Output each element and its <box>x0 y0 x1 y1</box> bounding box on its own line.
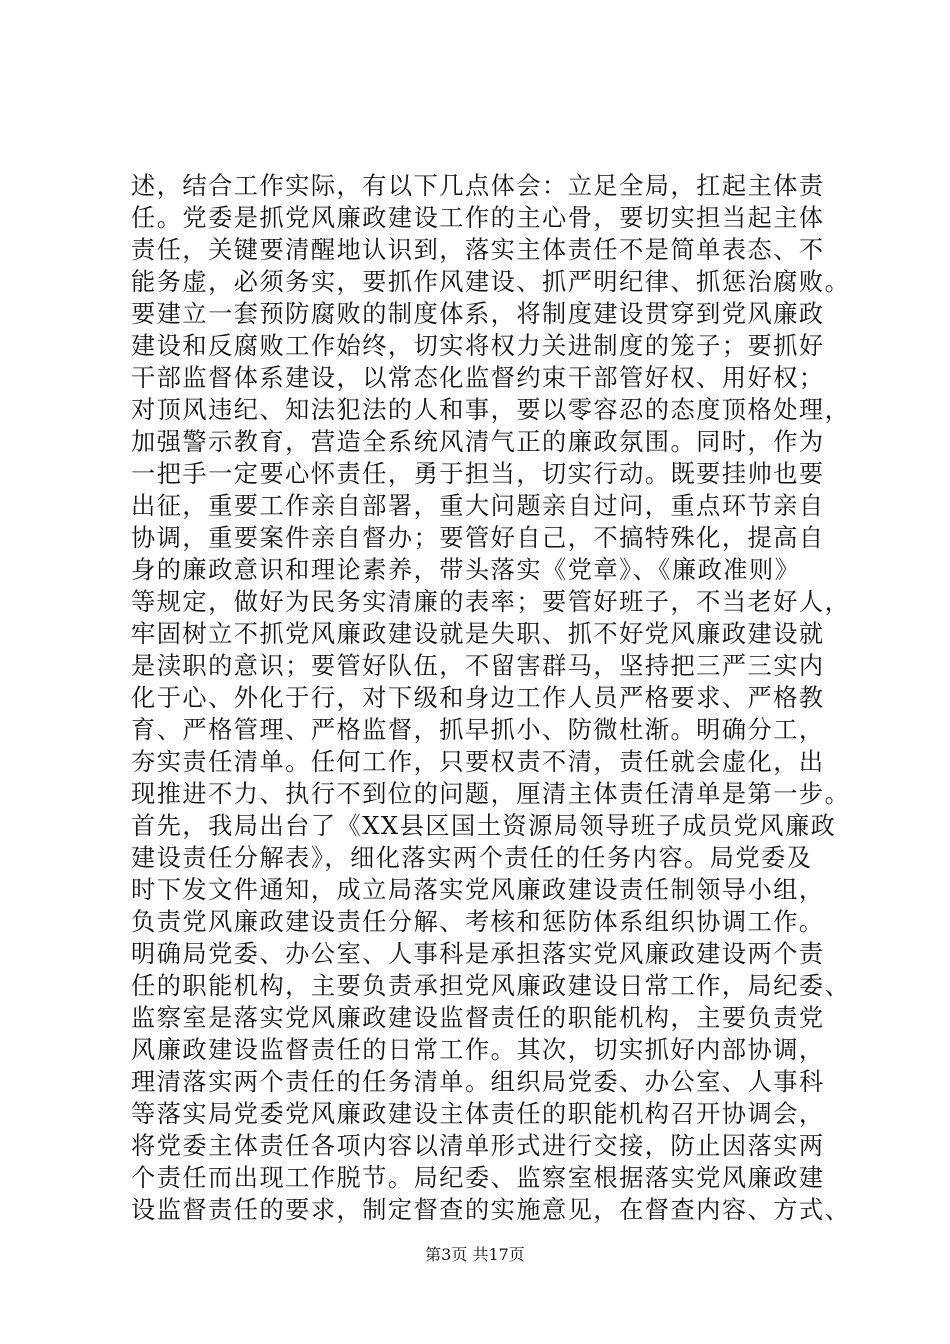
text-line: 能务虚，必须务实，要抓作风建设、抓严明纪律、抓惩治腐败。 <box>131 268 851 296</box>
text-line: 协调，重要案件亲自督办；要管好自己，不搞特殊化，提高自 <box>131 524 825 552</box>
text-line: 理清落实两个责任的任务清单。组织局党委、办公室、人事科 <box>131 1068 825 1096</box>
text-line: 负责党风廉政建设责任分解、考核和惩防体系组织协调工作。 <box>131 908 825 936</box>
text-line: 风廉政建设监督责任的日常工作。其次，切实抓好内部协调， <box>131 1036 825 1064</box>
text-line: 设监督责任的要求，制定督查的实施意见，在督查内容、方式、 <box>131 1196 851 1224</box>
text-line: 加强警示教育，营造全系统风清气正的廉政氛围。同时，作为 <box>131 428 825 456</box>
text-line: 牢固树立不抓党风廉政建设就是失职、抓不好党风廉政建设就 <box>131 620 825 648</box>
text-line: 将党委主体责任各项内容以清单形式进行交接，防止因落实两 <box>131 1132 825 1160</box>
text-line: 等规定，做好为民务实清廉的表率；要管好班子，不当老好人， <box>131 588 851 616</box>
text-line: 建设责任分解表》，细化落实两个责任的任务内容。局党委及 <box>131 844 813 872</box>
text-line: 述，结合工作实际，有以下几点体会：立足全局，扛起主体责 <box>131 172 825 200</box>
text-line: 出征，重要工作亲自部署，重大问题亲自过问，重点环节亲自 <box>131 492 825 520</box>
text-line: 责任，关键要清醒地认识到，落实主体责任不是简单表态、不 <box>131 236 825 264</box>
text-line: 监察室是落实党风廉政建设监督责任的职能机构，主要负责党 <box>131 1004 825 1032</box>
text-line: 个责任而出现工作脱节。局纪委、监察室根据落实党风廉政建 <box>131 1164 825 1192</box>
text-line: 夯实责任清单。任何工作，只要权责不清，责任就会虚化，出 <box>131 748 825 776</box>
text-line: 化于心、外化于行，对下级和身边工作人员严格要求、严格教 <box>131 684 825 712</box>
text-line: 一把手一定要心怀责任，勇于担当，切实行动。既要挂帅也要 <box>131 460 825 488</box>
text-line: 要建立一套预防腐败的制度体系，将制度建设贯穿到党风廉政 <box>131 300 825 328</box>
text-line: 育、严格管理、严格监督，抓早抓小、防微杜渐。明确分工， <box>131 716 825 744</box>
text-line: 干部监督体系建设，以常态化监督约束干部管好权、用好权； <box>131 364 825 392</box>
text-line: 建设和反腐败工作始终，切实将权力关进制度的笼子；要抓好 <box>131 332 825 360</box>
text-line: 任。党委是抓党风廉政建设工作的主心骨，要切实担当起主体 <box>131 204 825 232</box>
text-line: 等落实局党委党风廉政建设主体责任的职能机构召开协调会， <box>131 1100 825 1128</box>
text-line: 时下发文件通知，成立局落实党风廉政建设责任制领导小组， <box>131 876 825 904</box>
page-footer: 第3页 共17页 <box>425 1245 525 1264</box>
text-line: 明确局党委、办公室、人事科是承担落实党风廉政建设两个责 <box>131 940 825 968</box>
text-line: 是渎职的意识；要管好队伍，不留害群马，坚持把三严三实内 <box>131 652 825 680</box>
text-line: 身的廉政意识和理论素养，带头落实《党章》、《廉政准则》 <box>131 556 801 584</box>
text-line: 对顶风违纪、知法犯法的人和事，要以零容忍的态度顶格处理， <box>131 396 851 424</box>
text-line: 任的职能机构，主要负责承担党风廉政建设日常工作，局纪委、 <box>131 972 851 1000</box>
body-text <box>131 170 851 1226</box>
text-line: 首先，我局出台了《XX县区国土资源局领导班子成员党风廉政 <box>131 812 837 840</box>
text-line: 现推进不力、执行不到位的问题，厘清主体责任清单是第一步。 <box>131 780 851 808</box>
